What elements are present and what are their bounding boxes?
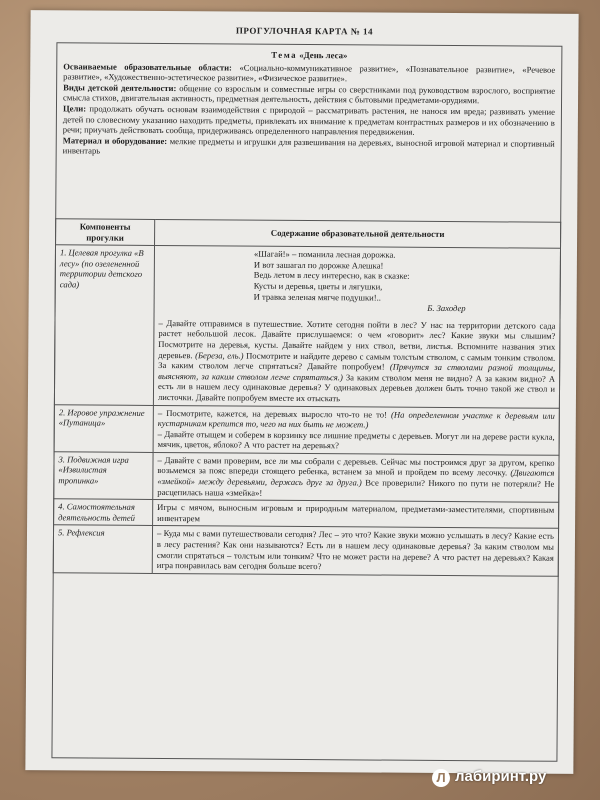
table-row (54, 452, 559, 503)
table-row (54, 404, 559, 455)
text-part: За каким стволом меня не видно? А за каким видно? А есть ли в нашем лесу одинаковые деревья? У одинаковых деревьев должен быть точно такой же ствол и листочки. Давайте попробуем вместе их отыскать (157, 372, 556, 404)
text-note: (На определенном участке к деревьям или кустарникам крепится то, чего на них быть не может.) (157, 409, 555, 430)
row-content (153, 246, 560, 408)
text-note: (Прячутся за стволами разной толщины, выясняют, за каким стволом легче спрятаться.) (158, 361, 556, 383)
text-part: – Посмотрите, кажется, на деревьях выросло что-то не то! (157, 407, 388, 420)
row-component: 5. Рефлексия (53, 525, 152, 573)
poem-line: Ведь летом в лесу интересно, как в сказке: (253, 270, 410, 282)
document-page (25, 10, 578, 774)
row-component: 4. Самостоятельная деятельность детей (54, 499, 153, 526)
materials-label: Материал и оборудование: (62, 135, 168, 146)
table-row (53, 525, 558, 576)
table-row (54, 245, 560, 408)
goals-label: Цели: (62, 103, 87, 114)
row-component: 1. Целевая прогулка «В лесу» (по озелененной территории детского сада) (54, 245, 154, 405)
table-header-row (56, 219, 561, 249)
poem-line: Кусты и деревья, цветы и лягушки, (253, 280, 383, 292)
labirint-logo-icon: Л (432, 769, 450, 787)
text-part: – Давайте отыщем и соберем в корзинку все лишние предметы с деревьев. Могут ли на дереве расти кукла, мячик, цветок, яблоко? А что растет на деревьях? (157, 428, 555, 451)
col-components-header: Компоненты прогулки (56, 219, 155, 246)
watermark-text: лабиринт.ру (455, 768, 547, 785)
areas-label: Осваиваемые образовательные области: (63, 60, 232, 73)
areas-text: «Социально-коммуникативное развитие», «Познавательное развитие», «Речевое развитие», «Художественно-эстетическое развитие», «Физическое развитие». (63, 62, 556, 84)
row-content (153, 452, 559, 502)
walk-table (53, 218, 561, 576)
text-part: – Давайте с вами проверим, все ли мы собрали с деревьев. Сейчас мы построимся друг за другом, крепко возьмемся за пояс впереди стоящего ребенка, встанем за мной и пройдем по всему лесочку. (157, 454, 555, 478)
text-part: Все проверили? Никого по пути не потеряли? Не расцепилась наша «змейка»! (157, 477, 555, 498)
theme-value: «День леса» (299, 49, 348, 61)
card-frame (51, 42, 562, 762)
theme-line (63, 48, 555, 62)
poem-line: И вот зашагал по дорожке Алешка! (253, 259, 384, 271)
activities-label: Виды детской деятельности: (63, 82, 177, 93)
activities-text: общение со взрослым и совместные игры со сверстниками под руководством взрослого, восприятие смысла стихов, двигательная активность, предметная деятельность, действия с бытовыми предметами-орудиями. (63, 82, 556, 106)
materials-paragraph (63, 135, 555, 160)
poem (254, 249, 556, 304)
card-title: ПРОГУЛОЧНАЯ КАРТА № 14 (235, 25, 374, 37)
goals-text: продолжать обучать основам взаимодействия с природой – рассматривать растения, не нанося им вреда; развивать умение детей по словесному указанию находить предметы, привлекать их внимание к предметам контрастных размеров и их обозначению в речи; приучать действовать сообща, придерживаясь определенного направления передвижения. (62, 103, 556, 137)
text-note: (Береза, ель.) (195, 349, 244, 361)
table-row (54, 499, 559, 529)
text-part: Посмотрите и найдите дерево с самым толстым стволом, с самым тонким стволом. За каким стволом легче спрятаться? Давайте попробуем! (158, 350, 556, 372)
theme-label: Тема (271, 49, 298, 60)
row-content: Игры с мячом, выносным игровым и природным материалом, предметами-заместителями, спортивным инвентарем (153, 500, 559, 529)
text-note: (Двигаются «змейкой» между деревьями, держась друг за друга.) (157, 467, 555, 488)
goals-paragraph (63, 103, 555, 138)
poem-line: «Шагай!» – поманила лесная дорожка. (253, 248, 396, 260)
row-component: 3. Подвижная игра «Извилистая тропинка» (54, 452, 153, 500)
row-text (158, 318, 556, 406)
poem-author: Б. Заходер (427, 303, 466, 314)
row-content: – Куда мы с вами путешествовали сегодня? Лес – это что? Какие звуки можно услышать в лесу? Какие есть в лесу растения? Как они называются? Есть ли в нашем лесу одинаковые деревья? За каким стволом мы смогли спрятаться – толстым или тонким? Что не может расти на дереве? А что растет на деревьях? Какая игра понравилась вам сегодня больше всего? (152, 526, 558, 576)
col-content-header: Содержание образовательной деятельности (155, 219, 561, 248)
intro-section (57, 43, 562, 159)
row-component: 2. Игровое упражнение «Путаница» (54, 404, 153, 452)
materials-text: мелкие предметы и игрушки для развешивания на деревьях, выносной игровой материал и спортивный инвентарь (62, 135, 555, 156)
poem-line: И травка зеленая мягче подушки!.. (253, 291, 381, 303)
text-part: – Давайте отправимся в путешествие. Хотите сегодня пойти в лес? У нас на территории детского сада растет небольшой лесок. Давайте прислушаемся: о чем «говорит» лес? Какие звуки мы слышим? Посмотрите на деревья, кусты. Давайте найдем у них ствол, ветви, листья. Вспомните названия этих деревьев. (158, 317, 556, 360)
row-content (153, 405, 559, 455)
